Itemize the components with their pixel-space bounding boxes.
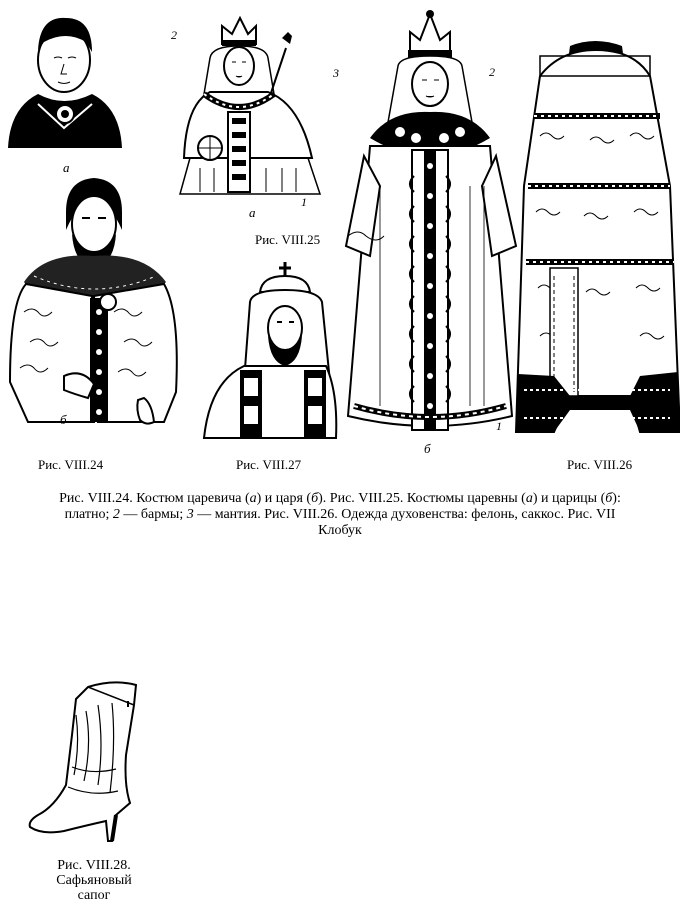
figure-clergy-vestments: [510, 36, 680, 436]
fig24-sub-b: б: [60, 412, 67, 427]
fig28-label-line-3: сапог: [77, 888, 111, 903]
figure-tsarevich-costume: [8, 8, 128, 158]
fig25-callout-1: 1: [301, 195, 307, 209]
caption-line-1: Рис. VIII.24. Костюм царевича (а) и царя (б). Рис. VIII.25. Костюмы царевны (а) и царицы (б):: [59, 491, 621, 506]
figure-saffian-boot: [28, 675, 148, 845]
fig25-callout-b2: 2: [489, 65, 495, 79]
fig26-label: Рис. VIII.26: [567, 457, 633, 472]
caption-line-3: Клобук: [318, 523, 362, 538]
fig27-label: Рис. VIII.27: [236, 457, 302, 472]
fig25-callout-2: 2: [171, 28, 177, 42]
figure-klobuk: [200, 262, 340, 442]
fig25-label: Рис. VIII.25: [255, 232, 321, 247]
fig24-sub-a: а: [63, 160, 70, 175]
fig25-callout-3: 3: [333, 66, 339, 80]
fig25-sub-a: а: [249, 205, 256, 220]
figure-tsar-costume: [4, 172, 184, 432]
fig28-label-line-1: Рис. VIII.28.: [57, 858, 131, 873]
figure-caption: [0, 491, 680, 539]
figure-tsarevna-costume: [170, 8, 340, 198]
caption-line-2: платно; 2 — бармы; 3 — мантия. Рис. VIII.26. Одежда духовенства: фелонь, саккос. Рис. VII: [64, 507, 616, 522]
fig25-callout-b1: 1: [496, 419, 502, 433]
fig28-label-line-2: Сафьяновый: [56, 873, 132, 888]
fig25-sub-b: б: [424, 441, 431, 456]
fig24-label: Рис. VIII.24: [38, 457, 104, 472]
fig28-caption: [44, 858, 144, 903]
